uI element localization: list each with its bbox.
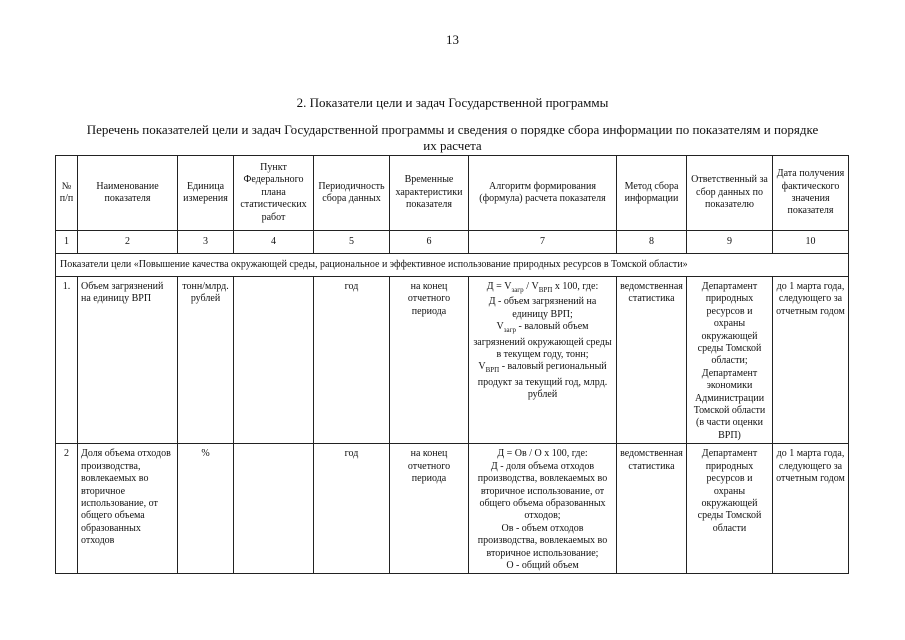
header-cell: Метод сбора информации xyxy=(617,156,687,231)
plan-item xyxy=(234,277,314,444)
section-row xyxy=(56,254,849,277)
indicator-unit: % xyxy=(178,444,234,574)
column-number: 4 xyxy=(234,231,314,254)
header-cell: Алгоритм формирования (формула) расчета показателя xyxy=(469,156,617,231)
indicator-name: Доля объема отходов производства, вовлекаемых во вторичное использование, от общего объема образованных отходов xyxy=(78,444,178,574)
periodicity: год xyxy=(314,444,390,574)
indicator-unit: тонн/млрд. рублей xyxy=(178,277,234,444)
header-row xyxy=(56,156,849,231)
column-numbers-row xyxy=(56,231,849,254)
column-number: 5 xyxy=(314,231,390,254)
section-row-label: Показатели цели «Повышение качества окружающей среды, рациональное и эффективное использование природных ресурсов в Томской области» xyxy=(56,254,849,277)
responsible: Департамент природных ресурсов и охраны окружающей среды Томской области xyxy=(687,444,773,574)
formula-line: Д = Ов / О х 100, где: xyxy=(497,448,588,460)
column-number: 3 xyxy=(178,231,234,254)
formula-line: $Д = V_{загр} / V_{ВРП}$ x 100, где: xyxy=(486,281,599,294)
row-number: 2 xyxy=(56,444,78,574)
responsible: Департамент природных ресурсов и охраны окружающей среды Томской области; Департамент экономики Администрации Томской области (в части оценки ВРП) xyxy=(687,277,773,444)
indicators-table xyxy=(55,155,849,574)
formula-cell xyxy=(469,444,617,574)
periodicity: год xyxy=(314,277,390,444)
data-date: до 1 марта года, следующего за отчетным годом xyxy=(773,277,849,444)
column-number: 1 xyxy=(56,231,78,254)
time-characteristics: на конец отчетного периода xyxy=(390,277,469,444)
indicator-name: Объем загрязнений на единицу ВРП xyxy=(78,277,178,444)
header-cell: Единица измерения xyxy=(178,156,234,231)
column-number: 9 xyxy=(687,231,773,254)
formula-cell xyxy=(469,277,617,444)
formula-line: $V_{загр}$ - валовый объем загрязнений окружающей среды в текущем году, тонн; xyxy=(473,321,612,361)
column-number: 8 xyxy=(617,231,687,254)
column-number: 7 xyxy=(469,231,617,254)
plan-item xyxy=(234,444,314,574)
table-caption: Перечень показателей цели и задач Государственной программы и сведения о порядке сбора информации по показателям и порядке их расчета xyxy=(86,122,819,153)
data-date: до 1 марта года, следующего за отчетным годом xyxy=(773,444,849,574)
header-cell: Периодичность сбора данных xyxy=(314,156,390,231)
collection-method: ведомственная статистика xyxy=(617,444,687,574)
formula-line: $V_{ВРП}$ - валовый региональный продукт за текущий год, млрд. рублей xyxy=(477,361,608,401)
time-characteristics: на конец отчетного периода xyxy=(390,444,469,574)
collection-method: ведомственная статистика xyxy=(617,277,687,444)
formula-line: Д - доля объема отходов производства, вовлекаемых во вторичное использование, от общего объема образованных отходов; xyxy=(477,460,608,522)
header-cell: Пункт Федерального плана статистических работ xyxy=(234,156,314,231)
header-cell: Ответственный за сбор данных по показателю xyxy=(687,156,773,231)
header-cell: № п/п xyxy=(56,156,78,231)
column-number: 6 xyxy=(390,231,469,254)
row-number: 1. xyxy=(56,277,78,444)
page-number: 13 xyxy=(446,32,459,47)
column-number: 10 xyxy=(773,231,849,254)
header-cell: Дата получения фактического значения показателя xyxy=(773,156,849,231)
header-cell: Временные характеристики показателя xyxy=(390,156,469,231)
formula-line: О - общий объем xyxy=(506,559,579,571)
section-title: 2. Показатели цели и задач Государственной программы xyxy=(296,95,609,110)
header-cell: Наименование показателя xyxy=(78,156,178,231)
table-row xyxy=(56,277,849,444)
column-number: 2 xyxy=(78,231,178,254)
formula-line: Ов - объем отходов производства, вовлекаемых во вторичное использование; xyxy=(477,522,608,559)
table-row xyxy=(56,444,849,574)
formula-line: Д - объем загрязнений на единицу ВРП; xyxy=(488,296,597,320)
